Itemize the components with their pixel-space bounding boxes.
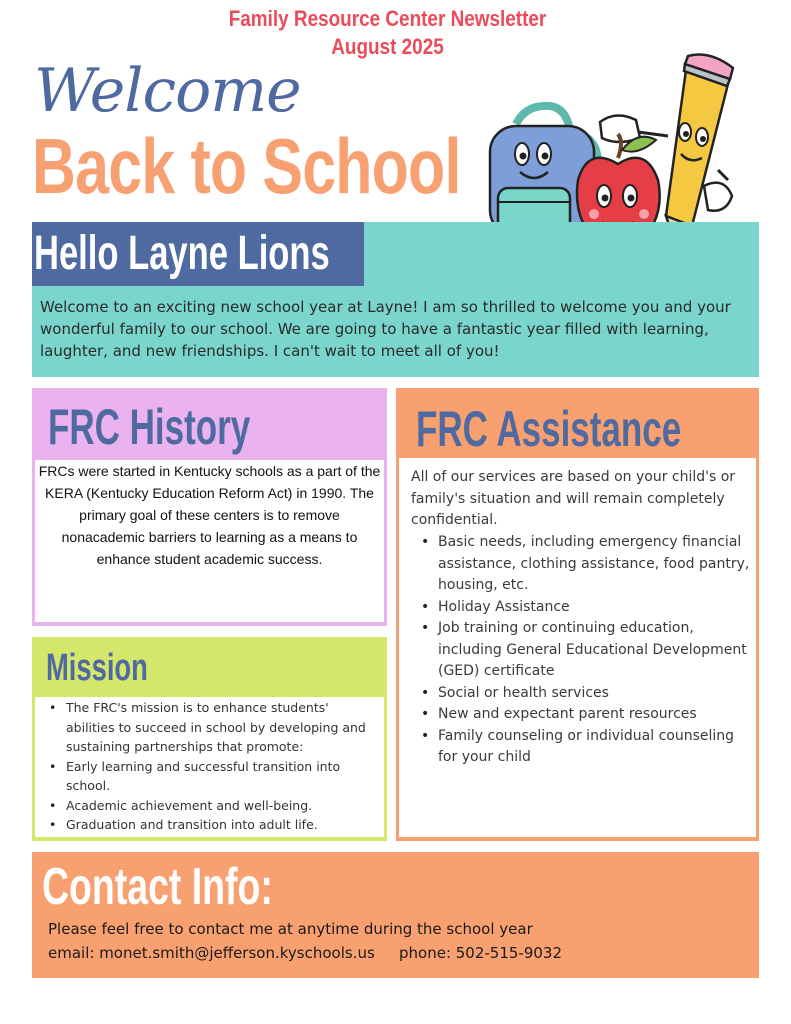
- list-item: • Early learning and successful transition into school.: [40, 757, 380, 796]
- list-item: • Job training or continuing education, including General Educational Development (GED) certificate: [411, 618, 751, 683]
- list-item: • The FRC's mission is to enhance students' abilities to succeed in school by developing and sustaining partnerships that promote:: [40, 698, 380, 757]
- contact-heading: Contact Info:: [42, 858, 273, 916]
- list-item: • New and expectant parent resources: [411, 704, 751, 726]
- list-item: • Family counseling or individual counseling for your child: [411, 726, 751, 769]
- list-item: • Basic needs, including emergency financial assistance, clothing assistance, food pantry, housing, etc.: [411, 532, 751, 597]
- list-item: • Academic achievement and well-being.: [40, 796, 380, 816]
- history-heading: FRC History: [48, 399, 251, 455]
- mission-list: [40, 698, 380, 835]
- contact-email[interactable]: email: monet.smith@jefferson.kyschools.us: [48, 944, 375, 962]
- intro-paragraph: Welcome to an exciting new school year at Layne! I am so thrilled to welcome you and your wonderful family to our school. We are going to have a fantastic year filled with learning, laughter, and new friendships. I can't wait to meet all of you!: [40, 298, 731, 360]
- newsletter-date: August 2025: [331, 34, 444, 59]
- welcome-script-heading: Welcome: [34, 56, 301, 126]
- assistance-list: [411, 532, 751, 769]
- assistance-heading: FRC Assistance: [416, 401, 682, 457]
- mission-heading: Mission: [46, 647, 148, 689]
- list-item: • Holiday Assistance: [411, 597, 751, 619]
- greeting-heading: Hello Layne Lions: [34, 227, 330, 280]
- back-to-school-heading: Back to School: [32, 122, 461, 210]
- list-item: • Graduation and transition into adult life.: [40, 815, 380, 835]
- assistance-intro: All of our services are based on your child's or family's situation and will remain completely confidential.: [411, 469, 736, 528]
- contact-phone[interactable]: phone: 502-515-9032: [399, 944, 563, 962]
- contact-note: Please feel free to contact me at anytime during the school year: [48, 920, 533, 938]
- newsletter-title: Family Resource Center Newsletter: [228, 6, 547, 31]
- history-paragraph: FRCs were started in Kentucky schools as a part of the KERA (Kentucky Education Reform Act) in 1990. The primary goal of these centers is to remove nonacademic barriers to learning as a means to enhance student academic success.: [38, 463, 381, 567]
- list-item: • Social or health services: [411, 683, 751, 705]
